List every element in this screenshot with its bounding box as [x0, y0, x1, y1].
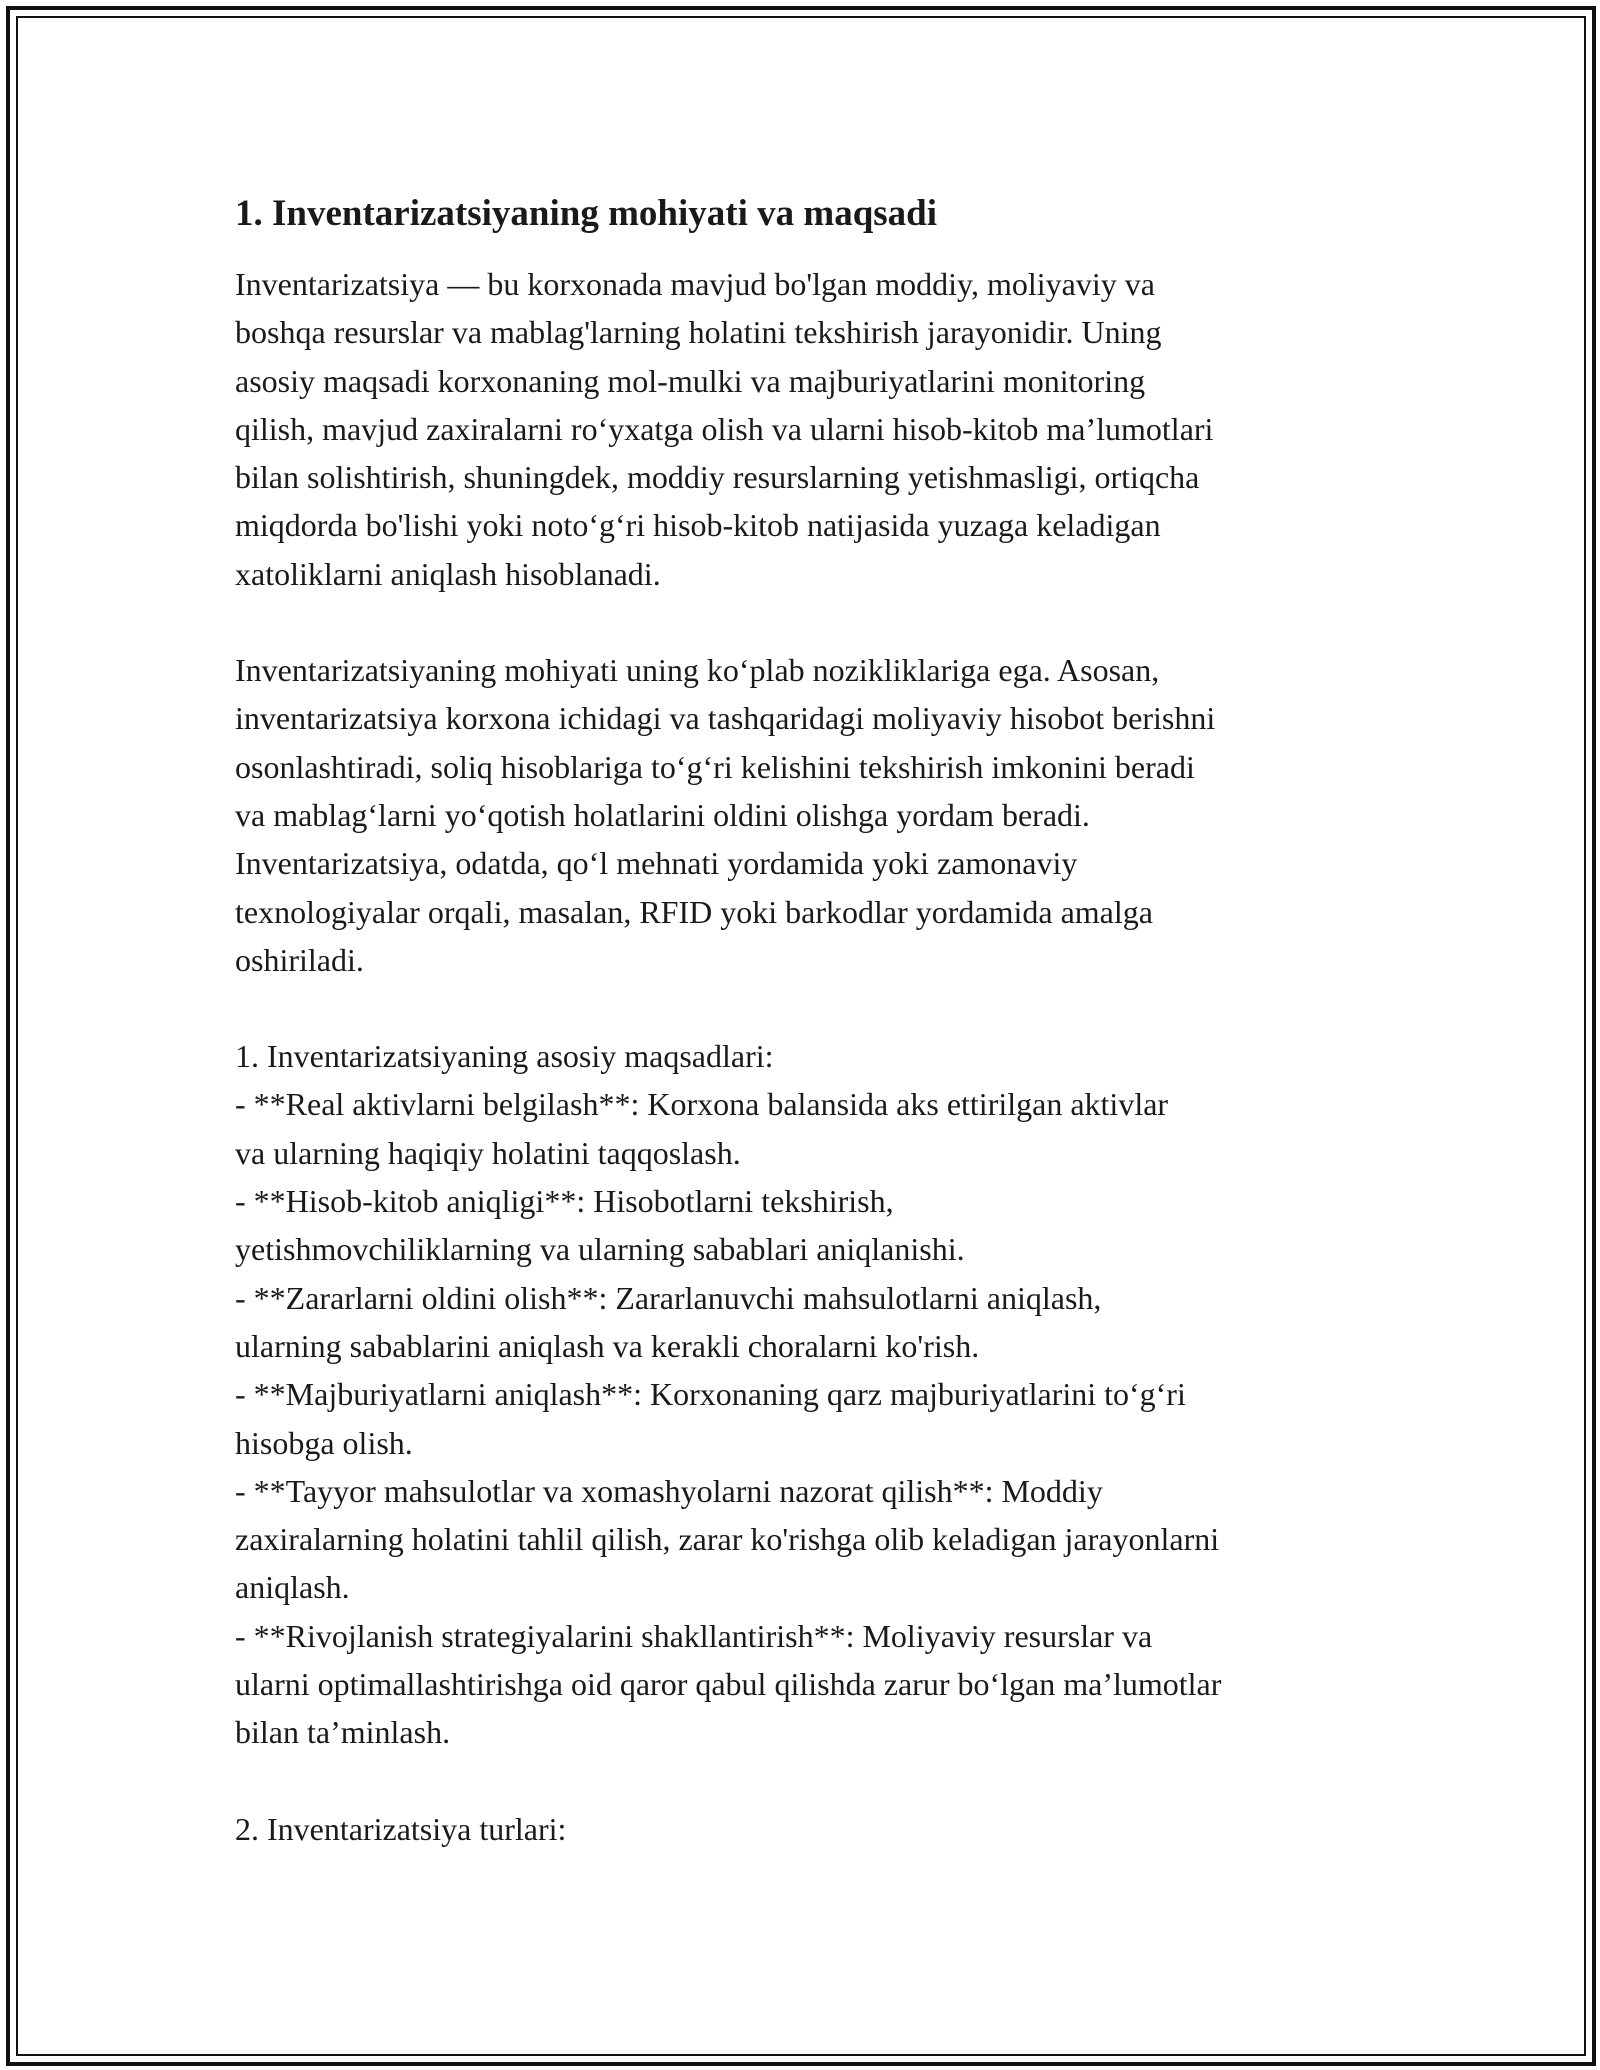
goals-list	[235, 1080, 1375, 1756]
paragraph-spacer	[235, 598, 1375, 646]
list-item: - **Rivojlanish strategiyalarini shakllantirish**: Moliyaviy resurslar va ularni optimallashtirishga oid qaror qabul qilishda zarur bo‘lgan ma’lumotlar bilan ta’minlash.	[235, 1617, 1222, 1751]
list-item: - **Majburiyatlarni aniqlash**: Korxonaning qarz majburiyatlarini to‘g‘ri hisobga olish.	[235, 1376, 1186, 1461]
list-item: - **Real aktivlarni belgilash**: Korxona balansida aks ettirilgan aktivlar va ularning haqiqiy holatini taqqoslash.	[235, 1086, 1169, 1171]
list-item: - **Hisob-kitob aniqligi**: Hisobotlarni tekshirish, yetishmovchiliklarning va ularning sabablari aniqlanishi.	[235, 1183, 965, 1268]
paragraph-spacer	[235, 984, 1375, 1032]
section-heading: 1. Inventarizatsiyaning mohiyati va maqsadi	[235, 193, 938, 234]
list-item: - **Zararlarni oldini olish**: Zararlanuvchi mahsulotlarni aniqlash, ularning sabablarini aniqlash va kerakli choralarni ko'rish.	[235, 1279, 1102, 1364]
paragraph-spacer	[235, 1757, 1375, 1805]
goals-list-title: 1. Inventarizatsiyaning asosiy maqsadlari:	[235, 1038, 774, 1075]
paragraph-essence: Inventarizatsiyaning mohiyati uning ko‘plab nozikliklariga ega. Asosan, inventarizatsiya korxona ichidagi va tashqaridagi moliyaviy hisobot berishni osonlashtiradi, soliq hisoblariga to‘g‘ri kelishini tekshirish imkonini beradi va mablag‘larni yo‘qotish holatlarini oldini olishga yordam beradi. Inventarizatsiya, odatda, qo‘l mehnati yordamida yoki zamonaviy texnologiyalar orqali, masalan, RFID yoki barkodlar yordamida amalga oshiriladi.	[235, 652, 1216, 978]
list-item: - **Tayyor mahsulotlar va xomashyolarni nazorat qilish**: Moddiy zaxiralarning holatini tahlil qilish, zarar ko'rishga olib keladigan jarayonlarni aniqlash.	[235, 1472, 1220, 1606]
paragraph-definition: Inventarizatsiya — bu korxonada mavjud bo'lgan moddiy, moliyaviy va boshqa resurslar va mablag'larning holatini tekshirish jarayonidir. Uning asosiy maqsadi korxonaning mol-mulki va majburiyatlarini monitoring qilish, mavjud zaxiralarni ro‘yxatga olish va ularni hisob-kitob ma’lumotlari bilan solishtirish, shuningdek, moddiy resurslarning yetishmasligi, ortiqcha miqdorda bo'lishi yoki noto‘g‘ri hisob-kitob natijasida yuzaga keladigan xatoliklarni aniqlash hisoblanadi.	[235, 266, 1214, 592]
next-section-title: 2. Inventarizatsiya turlari:	[235, 1810, 567, 1847]
document-body	[235, 188, 1375, 1853]
